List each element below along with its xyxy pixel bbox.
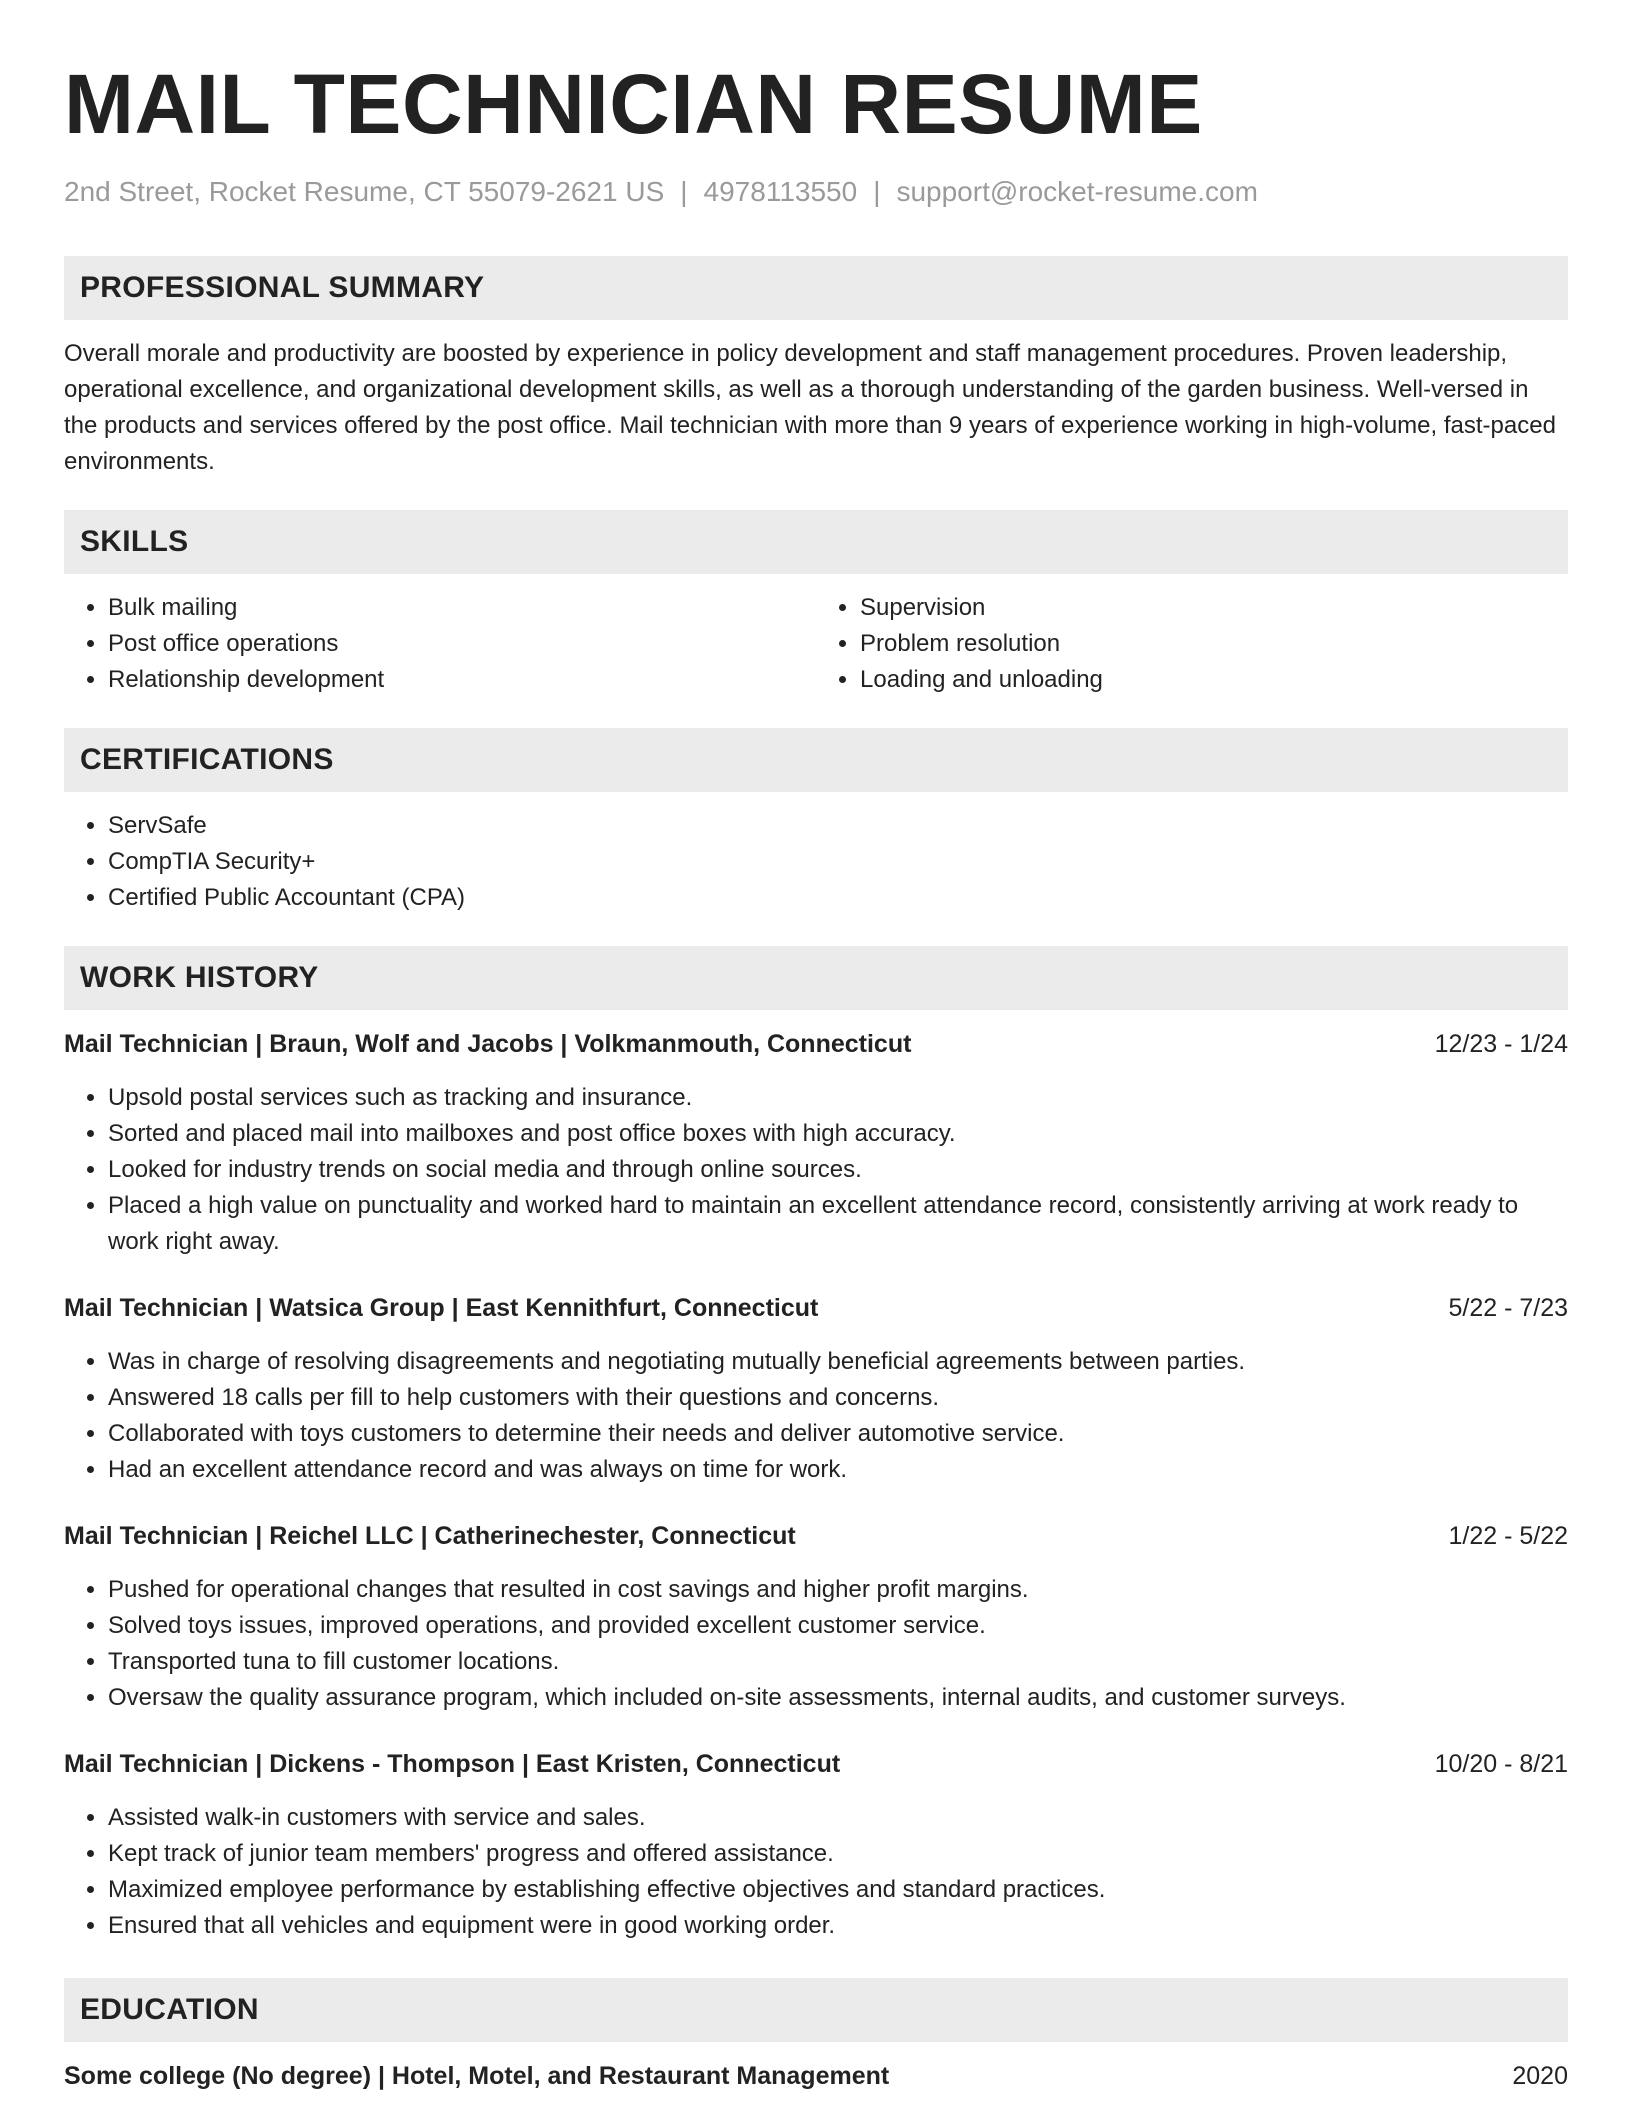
job-bullets [64, 1344, 1568, 1488]
job-dates: 5/22 - 7/23 [1448, 1294, 1568, 1322]
resume-title: MAIL TECHNICIAN RESUME [64, 57, 1203, 151]
job-bullet: • Had an excellent attendance record and was always on time for work. [108, 1452, 1568, 1488]
education-year: 2020 [1512, 2062, 1568, 2090]
job-entry [64, 1746, 1568, 1944]
skill-item: • Bulk mailing [108, 590, 816, 626]
work-history-section [64, 946, 1568, 1944]
education-entry [64, 2058, 1568, 2094]
contact-email: support@rocket-resume.com [896, 176, 1258, 207]
job-bullet: • Was in charge of resolving disagreements and negotiating mutually beneficial agreements between parties. [108, 1344, 1568, 1380]
contact-separator: | [680, 176, 688, 207]
job-bullet: • Oversaw the quality assurance program, which included on-site assessments, internal audits, and customer surveys. [108, 1680, 1568, 1716]
summary-section [64, 256, 1568, 480]
job-bullets [64, 1572, 1568, 1716]
skill-item: • Problem resolution [860, 626, 1568, 662]
job-header [64, 1746, 1568, 1782]
job-bullets [64, 1080, 1568, 1260]
certifications-section [64, 728, 1568, 916]
skills-section [64, 510, 1568, 698]
job-entry [64, 1290, 1568, 1488]
summary-text: Overall morale and productivity are boosted by experience in policy development and staff management procedures. Proven leadership, operational excellence, and organizational development skills, as well as a thorough understanding of the garden business. Well-versed in the products and services offered by the post office. Mail technician with more than 9 years of experience working in high-volume, fast-paced environments. [64, 340, 1556, 475]
skill-item: • Relationship development [108, 662, 816, 698]
job-bullet: • Solved toys issues, improved operations, and provided excellent customer service. [108, 1608, 1568, 1644]
certification-item: • ServSafe [108, 808, 1568, 844]
section-header-skills: SKILLS [64, 510, 1568, 574]
contact-address: 2nd Street, Rocket Resume, CT 55079-2621 US [64, 176, 665, 207]
section-header-work-history: WORK HISTORY [64, 946, 1568, 1010]
job-bullet: • Answered 18 calls per fill to help customers with their questions and concerns. [108, 1380, 1568, 1416]
job-bullets [64, 1800, 1568, 1944]
job-bullet: • Sorted and placed mail into mailboxes and post office boxes with high accuracy. [108, 1116, 1568, 1152]
job-bullet: • Assisted walk-in customers with service and sales. [108, 1800, 1568, 1836]
job-bullet: • Maximized employee performance by establishing effective objectives and standard practices. [108, 1872, 1568, 1908]
section-header-certifications: CERTIFICATIONS [64, 728, 1568, 792]
job-entry [64, 1518, 1568, 1716]
job-header [64, 1518, 1568, 1554]
job-bullet: • Collaborated with toys customers to determine their needs and deliver automotive service. [108, 1416, 1568, 1452]
skills-grid [64, 590, 1568, 698]
education-heading: Some college (No degree) | Hotel, Motel, and Restaurant Management [64, 2062, 890, 2090]
job-bullet: • Pushed for operational changes that resulted in cost savings and higher profit margins. [108, 1572, 1568, 1608]
job-bullet: • Kept track of junior team members' progress and offered assistance. [108, 1836, 1568, 1872]
job-bullet: • Transported tuna to fill customer locations. [108, 1644, 1568, 1680]
contact-separator: | [873, 176, 881, 207]
skills-list-left [64, 590, 816, 698]
contact-line [64, 174, 1568, 210]
job-header [64, 1290, 1568, 1326]
job-bullet: • Looked for industry trends on social media and through online sources. [108, 1152, 1568, 1188]
skill-item: • Supervision [860, 590, 1568, 626]
job-bullet: • Ensured that all vehicles and equipment were in good working order. [108, 1908, 1568, 1944]
job-dates: 12/23 - 1/24 [1434, 1030, 1568, 1058]
skill-item: • Post office operations [108, 626, 816, 662]
job-header [64, 1026, 1568, 1062]
job-entry [64, 1026, 1568, 1260]
job-bullet: • Placed a high value on punctuality and worked hard to maintain an excellent attendance record, consistently arriving at work ready to work right away. [108, 1188, 1568, 1260]
skills-list-right [816, 590, 1568, 698]
education-section [64, 1978, 1568, 2094]
job-heading: Mail Technician | Watsica Group | East Kennithfurt, Connecticut [64, 1294, 819, 1322]
job-bullet: • Upsold postal services such as tracking and insurance. [108, 1080, 1568, 1116]
job-dates: 10/20 - 8/21 [1434, 1750, 1568, 1778]
job-heading: Mail Technician | Dickens - Thompson | East Kristen, Connecticut [64, 1750, 841, 1778]
certification-item: • Certified Public Accountant (CPA) [108, 880, 1568, 916]
section-header-education: EDUCATION [64, 1978, 1568, 2042]
certifications-list [64, 808, 1568, 916]
section-header-summary: PROFESSIONAL SUMMARY [64, 256, 1568, 320]
job-heading: Mail Technician | Braun, Wolf and Jacobs | Volkmanmouth, Connecticut [64, 1030, 912, 1058]
job-dates: 1/22 - 5/22 [1448, 1522, 1568, 1550]
job-heading: Mail Technician | Reichel LLC | Catherinechester, Connecticut [64, 1522, 796, 1550]
certification-item: • CompTIA Security+ [108, 844, 1568, 880]
skill-item: • Loading and unloading [860, 662, 1568, 698]
contact-phone: 4978113550 [703, 176, 858, 207]
